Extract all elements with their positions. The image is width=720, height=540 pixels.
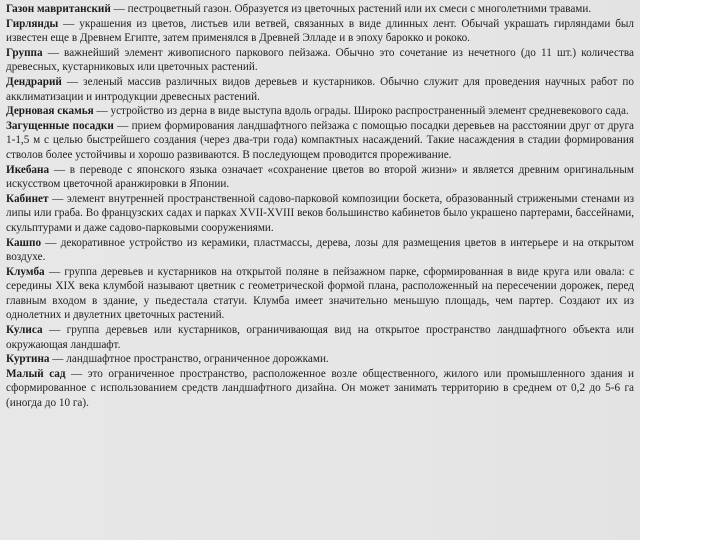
entry-term: Дендрарий — [6, 75, 62, 88]
glossary-entry — [6, 192, 634, 236]
entry-term: Группа — [6, 46, 43, 59]
entry-term: Дерновая скамья — [6, 105, 94, 118]
entry-term: Куртина — [6, 353, 50, 366]
entry-term: Икебана — [6, 163, 50, 176]
glossary-entry — [6, 265, 634, 323]
right-margin-strip — [640, 0, 720, 540]
entry-definition: — группа деревьев и кустарников на открытой поляне в пейзажном парке, сформированная в виде круга или овала: с середины XIX века клумбой называют цветник с геометрической формой плана, расположенный на пересечении дорожек, перед главным входом в здание, у пьедестала статуи. Клумба имеет значительно меньшую площадь, чем партер. Создают их из однолетних и двулетних цветочных растений. — [6, 265, 634, 322]
entry-definition: — устройство из дерна в виде выступа вдоль ограды. Широко распространенный элемент средневекового сада. — [93, 105, 629, 118]
glossary-entry — [6, 17, 634, 46]
entry-term: Кашпо — [6, 236, 42, 249]
glossary-entry — [6, 104, 634, 119]
entry-definition: — декоративное устройство из керамики, пластмассы, дерева, лозы для размещения цветов в интерьере и на открытом воздухе. — [6, 236, 634, 264]
entry-definition: — группа деревьев или кустарников, ограничивающая вид на открытое пространство ландшафтного объекта или окружающая ландшафт. — [6, 324, 634, 351]
glossary-entry — [6, 119, 634, 163]
glossary-entry — [6, 323, 634, 352]
entry-definition: — это ограниченное пространство, расположенное возле общественного, жилого или промышленного здания и сформированное с использованием средств ландшафтного дизайна. Он может занимать территорию в среднем от 0,2 до 5-6 га (иногда до 10 га). — [6, 367, 634, 410]
glossary-entry — [6, 163, 634, 192]
entry-term: Кулиса — [6, 324, 43, 337]
entry-definition: — прием формирования ландшафтного пейзажа с помощью посадки деревьев на расстоянии друг от друга 1-1,5 м с целью быстрейшего создания (через два-три года) компактных насаждений. Такие насаждения в стадии формирования стволов более устойчивы и хорошо развиваются. В последующем проводится прореживание. — [6, 119, 634, 161]
glossary-entry — [6, 2, 634, 17]
entry-definition: — украшения из цветов, листьев или ветвей, связанных в виде длинных лент. Обычай украшать гирляндами был известен еще в Древнем Египте, затем применялся в Древней Элладе и в эпоху барокко и рококо. — [6, 17, 634, 45]
glossary-entry — [6, 236, 634, 265]
glossary-entry — [6, 367, 634, 411]
entry-term: Малый сад — [6, 367, 66, 380]
glossary-entry — [6, 352, 634, 367]
entry-definition: — в переводе с японского языка означает «сохранение цветов во второй жизни» и является древним оригинальным искусством цветочной аранжировки в Японии. — [6, 163, 634, 191]
glossary-entry — [6, 46, 634, 75]
glossary-entry — [6, 75, 634, 104]
entry-definition: — ландшафтное пространство, ограниченное дорожками. — [49, 353, 329, 366]
entry-term: Клумба — [6, 265, 45, 278]
entry-definition: — зеленый массив различных видов деревьев и кустарников. Обычно служит для проведения научных работ по акклиматизации и интродукции древесных растений. — [6, 75, 634, 103]
entry-term: Загущенные посадки — [6, 119, 114, 132]
entry-term: Гирлянды — [6, 17, 59, 30]
entry-definition: — элемент внутренней пространственной садово-парковой композиции боскета, образованный стрижеными стенами из липы или граба. Во французских садах и парках XVII-XVIII веков большинство кабинетов было украшено партерами, бассейнами, скульптурами и даже садово-парковыми сооружениями. — [6, 192, 634, 234]
entry-definition: — важнейший элемент живописного паркового пейзажа. Обычно это сочетание из нечетного (до 11 шт.) количества древесных, кустарниковых или цветочных растений. — [6, 46, 634, 74]
entry-term: Газон мавританский — [6, 3, 111, 15]
entry-term: Кабинет — [6, 192, 49, 205]
entry-definition: — пестроцветный газон. Образуется из цветочных растений или их смеси с многолетними травами. — [110, 3, 592, 15]
